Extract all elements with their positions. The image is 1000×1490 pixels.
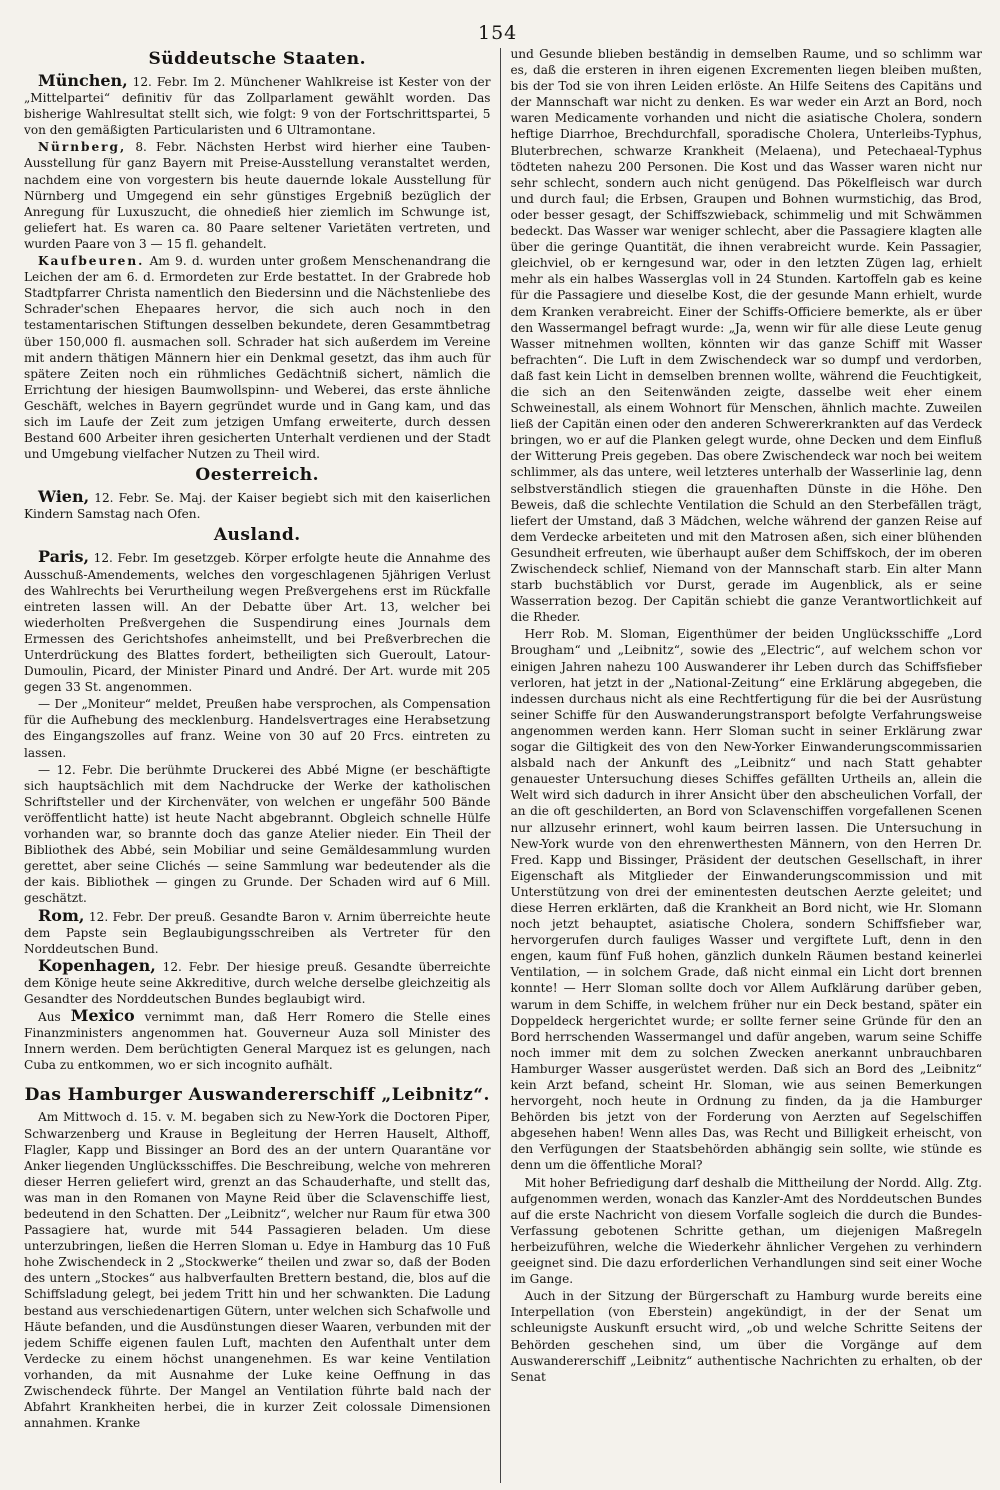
dateline-mexico: Mexico: [70, 1006, 135, 1026]
leibnitz-paragraph-1: Am Mittwoch d. 15. v. M. begaben sich zu New-York die Doctoren Piper, Schwarzenberg und Krause in Begleitung der Herren Hauselt, Althoff, Flagler, Kapp und Bissinger an Bord des an der untern Quarantäne vor Anker liegenden Unglücksschiffes. Die Beschreibung, welche von mehreren dieser Herren geliefert wird, grenzt an das Schauderhafte, und stellt das, was man in den Romanen von Mayne Reid über die Sclavenschiffe liest, bedeutend in den Schatten. Der „Leibnitz“, welcher nur Raum für etwa 300 Passagiere hat, wurde mit 544 Passagieren beladen. Um diese unterzubringen, ließen die Herren Sloman u. Edye in Hamburg das 10 Fuß hohe Zwischendeck in 2 „Stockwerke“ theilen und zwar so, daß der Boden des untern „Stockes“ aus halbverfaulten Brettern bestand, die, blos auf die Schiffsladung gelegt, bei jedem Tritt hin und her schwankten. Die Ladung bestand aus verschiedenartigen Gütern, unter welchen sich Schafwolle und Häute befanden, und die Ausdünstungen dieser Waaren, verbunden mit der jedem Schiffe eigenen faulen Luft, machten den Aufenthalt unter dem Verdecke zu einem höchst unangenehmen. Es war keine Ventilation vorhanden, da mit Ausnahme der Luke keine Oeffnung in das Zwischendeck führte. Der Mangel an Ventilation führte bald nach der Abfahrt Krankheiten herbei, die in kurzer Zeit colossale Dimensionen annahmen. Kranke: [24, 1110, 491, 1431]
article-rom: [24, 905, 491, 957]
leibnitz-paragraph-5: Auch in der Sitzung der Bürgerschaft zu Hamburg wurde bereits eine Interpellation (von Eberstein) angekündigt, in der der Senat um schleunigste Auskunft ersucht wird, „ob und welche Schritte Seitens der Behörden geschehen sind, um über die Vorgänge auf dem Auswandererschiff „Leibnitz“ authentische Nachrichten zu erhalten, ob der Senat: [510, 1289, 982, 1384]
left-column: [24, 46, 500, 1486]
dateline-rom: Rom,: [38, 905, 85, 925]
text-kaufbeuren: Am 9. d. wurden unter großem Menschenandrang die Leichen der am 6. d. Ermordeten zur Erde bestattet. In der Grabrede hob Stadtpfarrer Christa namentlich den Biedersinn und die Nächstenliebe des Schrader'schen Ehepaares hervor, die sich auch noch in den testamentarischen Stiftungen desselben bekundete, deren Gesammtbetrag über 150,000 fl. ausmachen soll. Schrader hat sich außerdem im Vereine mit andern thätigen Männern hier ein Denkmal gesetzt, das ihm auch für spätere Zeiten noch ein rühmliches Gedächtniß sichert, nämlich die Errichtung der hiesigen Baumwollspinn- und Weberei, das erste ähnliche Geschäft, welches in Bayern gegründet wurde und in Gang kam, und das sich im Laufe der Zeit zum jetzigen Umfang erweiterte, durch dessen Bestand 600 Arbeiter ihren gesicherten Unterhalt verdienen und der Stadt und Umgebung vielfacher Nutzen zu Theil wird.: [24, 254, 491, 462]
leibnitz-paragraph-3: Herr Rob. M. Sloman, Eigenthümer der beiden Unglücksschiffe „Lord Brougham“ und „Leibnitz“, sowie des „Electric“, auf welchem schon vor einigen Jahren nahezu 100 Auswanderer ihr Leben durch das Schiffsfieber verloren, hat jetzt in der „National-Zeitung“ eine Erklärung abgegeben, die indessen durchaus nicht als eine Rechtfertigung für die bei der Ausrüstung seiner Schiffe für den Auswanderungstransport befolgte Verfahrungsweise angenommen werden kann. Herr Sloman sucht in seiner Erklärung zwar sogar die Giltigkeit des von den New-Yorker Einwanderungscommissarien alsbald nach der Ankunft des „Leibnitz“ und nach Statt gehabter genauester Untersuchung dieses Schiffes gefällten Urtheils an, allein die Welt wird sich dadurch in ihrer Ansicht über den abscheulichen Vorfall, der an die oft geschilderten, an Bord von Sclavenschiffen vorgefallenen Scenen nur allzusehr erinnert, wohl kaum beirren lassen. Die Untersuchung in New-York wurde von den ehrenwerthesten Männern, von den Herren Dr. Fred. Kapp und Bissinger, Präsident der deutschen Gesellschaft, in ihrer Eigenschaft als Mitglieder der Einwanderungscommission und mit Unterstützung von drei der eminentesten deutschen Aerzte geleitet; und diese Herren erklärten, daß die Krankheit an Bord nicht, wie Hr. Slomann noch jetzt behauptet, asiatische Cholera, sondern Schiffsfieber war, hervorgerufen durch fauliges Wasser und vergiftete Luft, denn in den engen, kaum fünf Fuß hohen, gänzlich dunkeln Räumen bestand keinerlei Ventilation, — in solchem Grade, daß nicht einmal ein Licht dort brennen konnte! — Herr Sloman sollte doch vor Allem Aufklärung darüber geben, warum in dem Schiffe, in welchem früher nur ein Deck bestand, später ein Doppeldeck hergerichtet wurde; er sollte ferner seine Gründe für den an Bord herrschenden Wassermangel und dafür angeben, warum seine Schiffe noch immer mit dem zu solchen Zwecken anerkannt unbrauchbaren Hamburger Wasser ausgerüstet werden. Daß sich an Bord des „Leibnitz“ kein Arzt befand, scheint Hr. Sloman, wie aus seinen Bemerkungen hervorgeht, noch heute in Ordnung zu finden, da ja die Hamburger Behörden bis jetzt von der Forderung von Aerzten auf Segelschiffen abgesehen haben! Wenn alles Das, was Recht und Billigkeit erheischt, von den Verfügungen der Staatsbehörden abhängig sein sollte, wie stünde es denn um die öffentliche Moral?: [510, 627, 982, 1173]
dateline-nuernberg: Nürnberg,: [38, 140, 127, 155]
leibnitz-paragraph-4: Mit hoher Befriedigung darf deshalb die Mittheilung der Nordd. Allg. Ztg. aufgenommen werden, wonach das Kanzler-Amt des Norddeutschen Bundes auf die erste Nachricht von diesem Vorfalle sogleich die durch die Bundes-Verfassung gebotenen Schritte gethan, um diejenigen Maßregeln herbeizuführen, welche die Wiederkehr ähnlicher Vergehen zu verhindern geeignet sind. Die dazu erforderlichen Verhandlungen sind seit einer Woche im Gange.: [510, 1175, 982, 1287]
text-wien: 12. Febr. Se. Maj. der Kaiser begiebt sich mit den kaiserlichen Kindern Samstag nach Ofen.: [24, 491, 491, 522]
section-heading-oesterreich: Oesterreich.: [195, 465, 320, 486]
dateline-muenchen: München,: [38, 71, 128, 90]
text-nuernberg: 8. Febr. Nächsten Herbst wird hierher eine Tauben-Ausstellung für ganz Bayern mit Preise-Ausstellung veranstaltet werden, nachdem eine von vorgestern bis heute dauernde lokale Ausstellung für Nürnberg und Umgegend ein sehr günstiges Ergebniß bezüglich der Anregung für Luxuszucht, die ohnedieß hier ziemlich im Schwunge ist, geliefert hat. Es waren ca. 80 Paare seltener Varietäten vertreten, und wurden Paare von 3 — 15 fl. gehandelt.: [24, 140, 491, 251]
dateline-paris: Paris,: [38, 547, 90, 567]
right-column: [501, 46, 983, 1486]
article-kaufbeuren: [24, 253, 491, 462]
article-kopenhagen: [24, 955, 491, 1007]
columns: [24, 46, 982, 1486]
dateline-wien: Wien,: [38, 487, 90, 507]
dateline-kopenhagen: Kopenhagen,: [38, 955, 156, 975]
article-migne: — 12. Febr. Die berühmte Druckerei des Abbé Migne (er beschäftigte sich hauptsächlich mit dem Nachdrucke der Werke der katholischen Schriftsteller und der Kirchenväter, von welchen er ungefähr 500 Bände veröffentlicht hatte) ist heute Nacht abgebrannt. Obgleich schnelle Hülfe vorhanden war, so brannte doch das ganze Atelier nieder. Ein Theil der Bibliothek des Abbé, sein Mobiliar und seine Gemäldesammlung wurden gerettet, aber seine Clichés — seine Sammlung war bedeutender als die der kais. Bibliothek — gingen zu Grunde. Der Schaden wird auf 6 Mill. geschätzt.: [24, 762, 491, 906]
article-heading-leibnitz: Das Hamburger Auswandererschiff „Leibnitz“.: [24, 1085, 490, 1106]
section-heading-sueddeutsch: Süddeutsche Staaten.: [148, 49, 367, 69]
text-kopenhagen: 12. Febr. Der hiesige preuß. Gesandte überreichte dem Könige heute seine Akkreditive, durch welche derselbe gleichzeitig als Gesandter des Norddeutschen Bundes beglaubigt wird.: [24, 959, 491, 1006]
dateline-kaufbeuren: Kaufbeuren.: [38, 254, 145, 269]
text-muenchen: 12. Febr. Im 2. Münchener Wahlkreise ist Kester von der „Mittelpartei“ definitiv für das Zollparlament gewählt worden. Das bisherige Wahlresultat stellt sich, wie folgt: 9 von der Fortschrittspartei, 5 von den gemäßigten Particularisten und 6 Ultramontane.: [24, 75, 491, 138]
lead-mexico: Aus: [38, 1010, 71, 1025]
article-mexico: [24, 1008, 491, 1073]
text-paris: 12. Febr. Im gesetzgeb. Körper erfolgte heute die Annahme des Ausschuß-Amendements, welches den vorgeschlagenen 5jährigen Verlust des Wahlrechts bei Verurtheilung wegen Preßvergehens erst im Rückfalle eintreten lassen will. An der Debatte über Art. 13, welcher bei wiederholten Preßvergehen die Suspendirung eines Journals dem Ermessen des Gerichtshofes anheimstellt, und bei Preßverbrechen die Unterdrückung des Blattes fordert, betheiligten sich Gueroult, Latour-Dumoulin, Picard, der Minister Pinard und André. Der Art. wurde mit 205 gegen 33 St. angenommen.: [24, 551, 491, 695]
article-nuernberg: [24, 139, 491, 252]
article-wien: [24, 489, 491, 522]
text-rom: 12. Febr. Der preuß. Gesandte Baron v. Arnim überreichte heute dem Papste sein Beglaubigungsschreiben als Vertreter für den Norddeutschen Bund.: [24, 909, 491, 956]
article-muenchen: [24, 73, 491, 138]
section-heading-ausland: Ausland.: [213, 525, 301, 546]
page-number: 154: [478, 22, 518, 44]
article-moniteur: — Der „Moniteur“ meldet, Preußen habe versprochen, als Compensation für die Aufhebung des mecklenburg. Handelsvertrages eine Herabsetzung des Eingangszolles auf franz. Weine von 30 auf 20 Frcs. eintreten zu lassen.: [24, 697, 491, 760]
leibnitz-paragraph-2: und Gesunde blieben beständig in demselben Raume, und so schlimm war es, daß die ersteren in ihren eigenen Excrementen liegen bleiben mußten, bis der Tod sie von ihren Leiden erlöste. An Hilfe Seitens des Capitäns und der Mannschaft war nicht zu denken. Es war weder ein Arzt an Bord, noch waren Medicamente vorhanden und nicht die asiatische Cholera, sondern heftige Diarrhoe, Brechdurchfall, sporadische Cholera, Unterleibs-Typhus, Bluterbrechen, schwarze Krankheit (Melaena), und Petechaeal-Typhus tödteten nahezu 200 Personen. Die Kost und das Wasser waren nicht nur sehr schlecht, sondern auch nicht genügend. Das Pökelfleisch war durch und durch faul; die Erbsen, Graupen und Bohnen wurmstichig, das Brod, oder besser gesagt, der Schiffszwieback, schimmelig und mit Schwämmen bedeckt. Das Wasser war weniger schlecht, aber die Passagiere klagten alle über die geringe Quantität, die ihnen verabreicht wurde. Kein Passagier, gleichviel, ob er kerngesund war, oder in den letzten Zügen lag, erhielt mehr als ein halbes Wasserglas voll in 24 Stunden. Kartoffeln gab es keine für die Passagiere und dieselbe Kost, die der gesunde Mann erhielt, wurde dem Kranken verabreicht. Einer der Schiffs-Officiere bemerkte, als er über den Wassermangel befragt wurde: „Ja, wenn wir für alle diese Leute genug Wasser mitnehmen wollten, könnten wir das ganze Schiff mit Wasser befrachten“. Die Luft in dem Zwischendeck war so dumpf und verdorben, daß fast kein Licht in demselben brennen wollte, während die Feuchtigkeit, die sich an den Seitenwänden zeigte, dasselbe weit eher einem Schweinestall, als einem Wohnort für Menschen, ähnlich machte. Zuweilen ließ der Capitän einen oder den anderen Schwererkrankten auf das Verdeck bringen, wo er auf die Planken gelegt wurde, ohne Decken und dem Einfluß der Witterung Preis gegeben. Das obere Zwischendeck war noch bei weitem schlimmer, als das untere, weil letzteres unterhalb der Wasserlinie lag, denn selbstverständlich stiegen die grauenhaften Dünste in die Höhe. Den Beweis, daß die schlechte Ventilation die Schuld an den Sterbefällen trägt, liefert der Umstand, daß 3 Mädchen, welche während der ganzen Reise auf dem Verdecke arbeiteten und mit den Matrosen aßen, sich einer blühenden Gesundheit erfreuten, wie überhaupt außer dem Schiffskoch, der im oberen Zwischendeck schlief, Niemand von der Mannschaft starb. Ein alter Mann starb buchstäblich vor Durst, gerade im Augenblick, als er seine Wasserration bezog. Der Capitän schiebt die ganze Verantwortlichkeit auf die Rheder.: [510, 47, 982, 625]
text-mexico: vernimmt man, daß Herr Romero die Stelle eines Finanzministers angenommen hat. Gouverneur Auza soll Minister des Innern werden. Dem berüchtigten General Marquez ist es gelungen, nach Cuba zu entkommen, wo er sich incognito aufhält.: [24, 1010, 491, 1073]
article-paris: [24, 549, 491, 695]
